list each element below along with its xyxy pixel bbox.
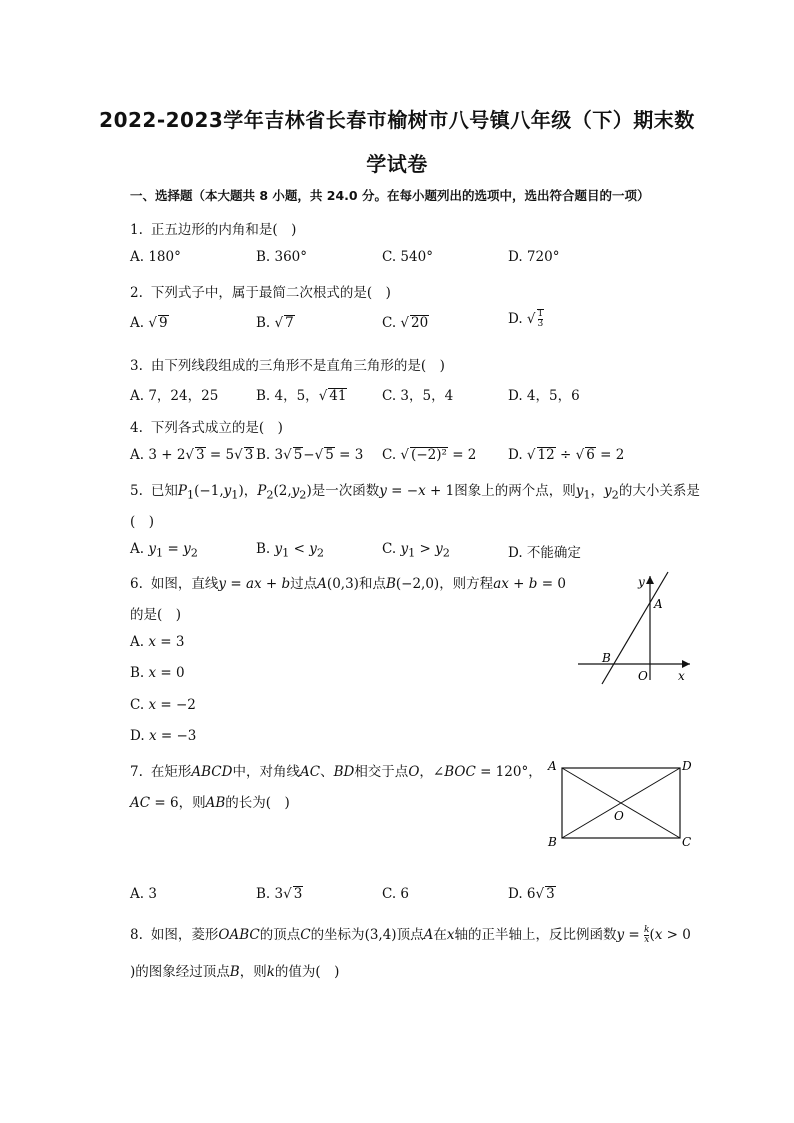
option-c: C. √ 20 [382, 315, 429, 331]
question-1 [130, 218, 296, 238]
question-3: 3. 由下列线段组成的三角形不是直角三角形的是( ) [130, 358, 445, 374]
question-text: 由下列线段组成的三角形不是直角三角形的是( ) [150, 358, 445, 374]
option-a: A. 3 + 2√ 3 = 5√ 3 [130, 447, 254, 463]
title-line-1: 2022-2023学年吉林省长春市榆树市八号镇八年级（下）期末数 [99, 108, 695, 132]
option-a: A. 3 [130, 886, 157, 902]
option-d: D. √ $\frac{1}{3}$ [508, 309, 544, 329]
option-d: D. 不能确定 [508, 545, 581, 561]
x-axis-arrow [682, 660, 690, 668]
question-8-line-2: )的图象经过顶点B，则k的值为( ) [130, 964, 340, 980]
figure-6-graph [574, 570, 696, 688]
section-heading: 一、选择题（本大题共 8 小题，共 24.0 分。在每小题列出的选项中，选出符合题目的一项） [130, 188, 650, 203]
question-7: 7. 在矩形ABCD中，对角线AC、BD相交于点O，∠BOC = 120°， [130, 764, 542, 780]
question-text: 正五边形的内角和是( ) [150, 222, 297, 238]
option-a: A. 7，24，25 [130, 388, 219, 404]
option-d: D. 720° [508, 249, 560, 265]
option-a: A. 180° [130, 249, 181, 265]
question-4: 4. 下列各式成立的是( ) [130, 420, 283, 436]
option-b: B. 4，5，√ 41 [256, 388, 347, 404]
question-6: 6. 如图，直线y = ax + b过点A(0,3)和点B(−2,0)，则方程ax + b = 0 [130, 576, 566, 592]
line-ab [602, 572, 668, 684]
label-c: C [682, 835, 692, 849]
question-6-option-a: A. x = 3 [130, 634, 185, 650]
option-c: C. 3，5，4 [382, 388, 454, 404]
exam-title [90, 98, 704, 186]
option-b: B. 3√ 3 [256, 886, 303, 902]
option-a: A. √ 9 [130, 315, 168, 331]
option-c: C. √ (−2)² = 2 [382, 447, 477, 463]
option-a: A. $y_1 = y_2$ [130, 541, 198, 560]
label-d: D [682, 759, 692, 773]
label-o: O [638, 669, 648, 683]
option-c: C. $y_1 > y_2$ [382, 541, 450, 560]
option-b: B. √ 7 [256, 315, 294, 331]
question-6-option-c: C. x = −2 [130, 697, 196, 713]
title-line-2: 学试卷 [366, 152, 428, 176]
y-axis-arrow [646, 576, 654, 584]
question-6-option-d: D. x = −3 [130, 728, 197, 744]
option-c: C. 6 [382, 886, 410, 902]
label-b: B [602, 651, 611, 665]
option-d: D. √ 12 ÷ √ 6 = 2 [508, 447, 625, 463]
question-5: 5. 已知$P_1(-1,y_1)$，$P_2(2,y_2)$是一次函数y = −x + 1图象上的两个点，则$y_1$，$y_2$的大小关系是 [130, 483, 700, 502]
label-a: A [654, 597, 663, 611]
question-number: 1. [130, 222, 143, 238]
question-text: 下列式子中，属于最简二次根式的是( ) [150, 285, 391, 301]
question-8: 8. 如图，菱形OABC的顶点C的坐标为(3,4)顶点A在x轴的正半轴上，反比例函数y = $\frac{k}{x}$ (x > 0 [130, 925, 691, 945]
label-a: A [548, 759, 557, 773]
option-d: D. 4，5，6 [508, 388, 580, 404]
question-5-line-2: ( ) [130, 514, 155, 530]
option-c: C. 540° [382, 249, 433, 265]
question-6-line-2: 的是( ) [130, 607, 182, 623]
label-b: B [548, 835, 557, 849]
option-d: D. 6√ 3 [508, 886, 555, 902]
option-b: B. $y_1 < y_2$ [256, 541, 325, 560]
question-6-option-b: B. x = 0 [130, 665, 185, 681]
label-o: O [614, 809, 624, 823]
question-2: 2. 下列式子中，属于最简二次根式的是( ) [130, 285, 391, 301]
option-b: B. 360° [256, 249, 308, 265]
option-b: B. 3√ 5−√ 5 = 3 [256, 447, 364, 463]
figure-7-rectangle [544, 756, 700, 852]
label-x: x [678, 669, 685, 683]
question-text: 下列各式成立的是( ) [150, 420, 283, 436]
question-7-line-2: AC = 6，则AB的长为( ) [130, 795, 290, 811]
label-y: y [638, 575, 645, 589]
